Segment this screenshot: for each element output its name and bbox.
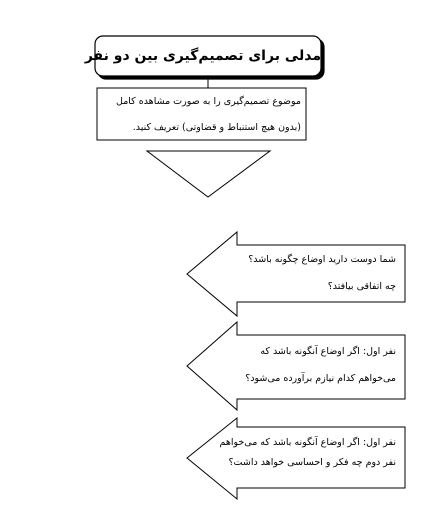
diagram-title: مدلی برای تصمیم‌گیری بین دو نفر xyxy=(84,48,321,64)
step-arrow-2 xyxy=(187,322,405,410)
intro-line-1: موضوع تصمیم‌گیری را به صورت مشاهده کامل xyxy=(116,96,301,107)
step-2-line-1: نفر اول: اگر اوضاع آنگونه باشد که xyxy=(260,346,396,357)
down-arrow xyxy=(147,151,270,197)
step-2-line-2: می‌خواهم کدام نیازم برآورده می‌شود؟ xyxy=(245,373,396,384)
step-1-line-2: چه اتفاقی بیافتد؟ xyxy=(327,281,396,292)
step-arrow-1 xyxy=(187,232,405,316)
step-1-line-1: شما دوست دارید اوضاع چگونه باشد؟ xyxy=(248,254,396,265)
step-3-line-2: نفر دوم چه فکر و احساسی خواهد داشت؟ xyxy=(228,457,396,468)
step-3-line-1: نفر اول: اگر اوضاع آنگونه باشد که می‌خواهم xyxy=(219,437,396,448)
intro-line-2: (بدون هیچ استنباط و قضاوتی) تعریف کنید. xyxy=(132,122,301,133)
